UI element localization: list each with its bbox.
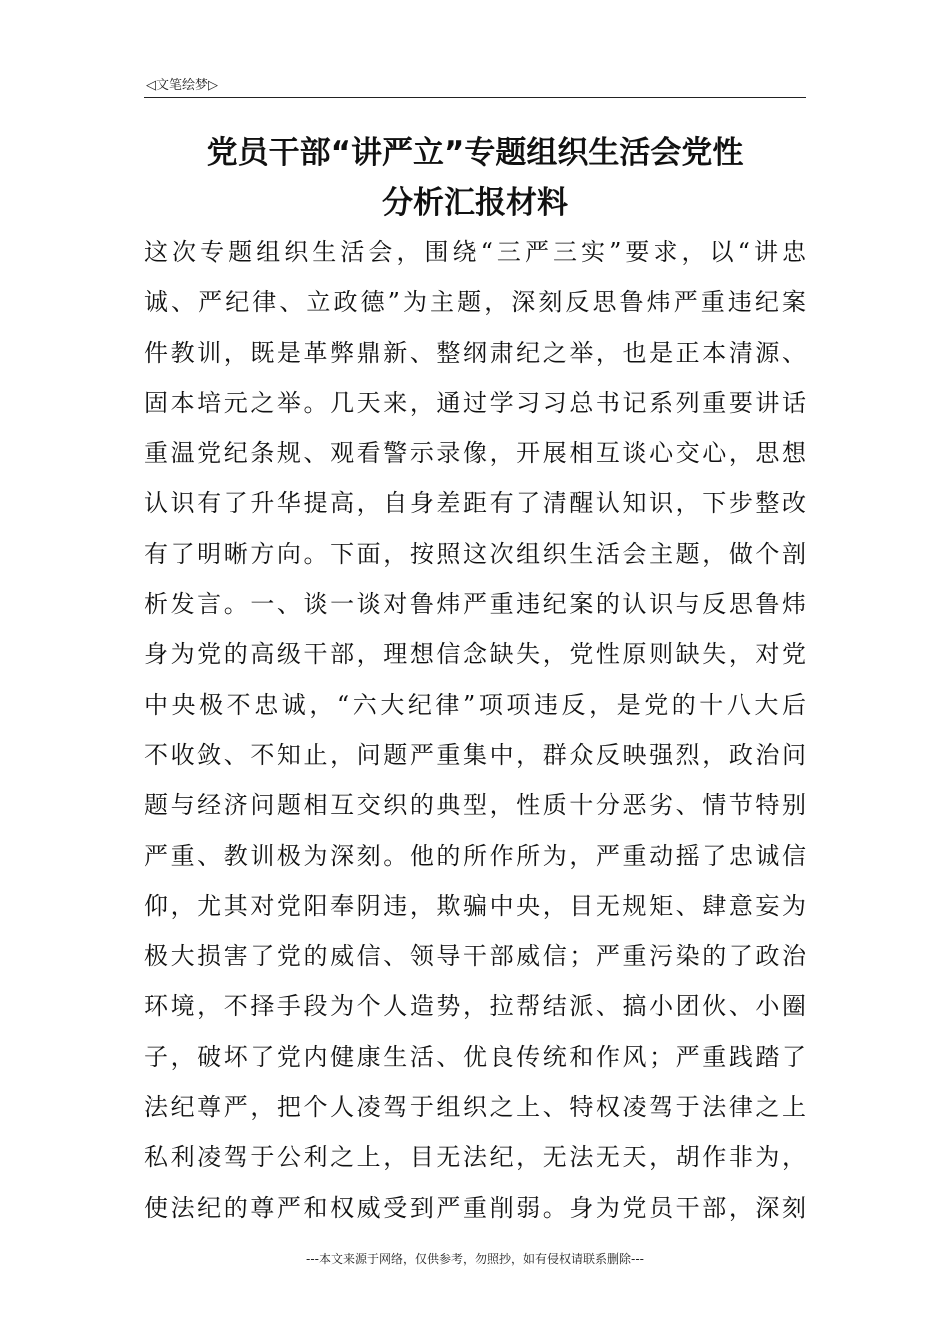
body-line: 认识有了升华提高，自身差距有了清醒认知识，下步整改 [144,489,806,518]
body-line: 析发言。一、谈一谈对鲁炜严重违纪案的认识与反思鲁炜 [144,590,806,619]
body-line: 题与经济问题相互交织的典型，性质十分恶劣、情节特别 [144,791,806,820]
title-line-2: 分析汇报材料 [382,185,568,221]
body-line: 仰，尤其对党阳奉阴违，欺骗中央，目无规矩、肆意妄为 [144,891,806,920]
title-line-1: 党员干部“讲严立”专题组织生活会党性 [206,135,744,171]
body-line: 有了明晰方向。下面，按照这次组织生活会主题，做个剖 [144,539,806,568]
header-divider [144,97,806,98]
body-line: 固本培元之举。几天来，通过学习习总书记系列重要讲话 [144,388,806,417]
body-line: 重温党纪条规、观看警示录像，开展相互谈心交心，思想 [144,439,806,468]
document-title [144,128,806,228]
page-header: ◁文笔绘梦▷ [146,78,218,93]
page-footer-disclaimer: ---本文来源于网络，仅供参考，勿照抄，如有侵权请联系删除--- [306,1252,644,1266]
body-line: 环境，不择手段为个人造势，拉帮结派、搞小团伙、小圈 [144,992,806,1021]
body-line: 子，破坏了党内健康生活、优良传统和作风；严重践踏了 [144,1042,806,1071]
body-line: 诚、严纪律、立政德”为主题，深刻反思鲁炜严重违纪案 [144,288,806,317]
body-line: 不收敛、不知止，问题严重集中，群众反映强烈，政治问 [144,740,806,769]
body-line: 私利凌驾于公利之上，目无法纪，无法无天，胡作非为， [144,1143,806,1172]
body-line: 使法纪的尊严和权威受到严重削弱。身为党员干部，深刻 [144,1193,806,1222]
body-line: 严重、教训极为深刻。他的所作所为，严重动摇了忠诚信 [144,841,806,870]
body-line: 极大损害了党的威信、领导干部威信；严重污染的了政治 [144,942,806,971]
body-line: 法纪尊严，把个人凌驾于组织之上、特权凌驾于法律之上 [144,1093,806,1122]
body-line: 这次专题组织生活会，围绕“三严三实”要求，以“讲忠 [144,238,806,266]
body-line: 身为党的高级干部，理想信念缺失，党性原则缺失，对党 [144,640,806,669]
document-body [144,227,806,1233]
body-line: 中央极不忠诚，“六大纪律”项项违反，是党的十八大后 [144,690,806,719]
body-line: 件教训，既是革弊鼎新、整纲肃纪之举，也是正本清源、 [144,338,806,367]
